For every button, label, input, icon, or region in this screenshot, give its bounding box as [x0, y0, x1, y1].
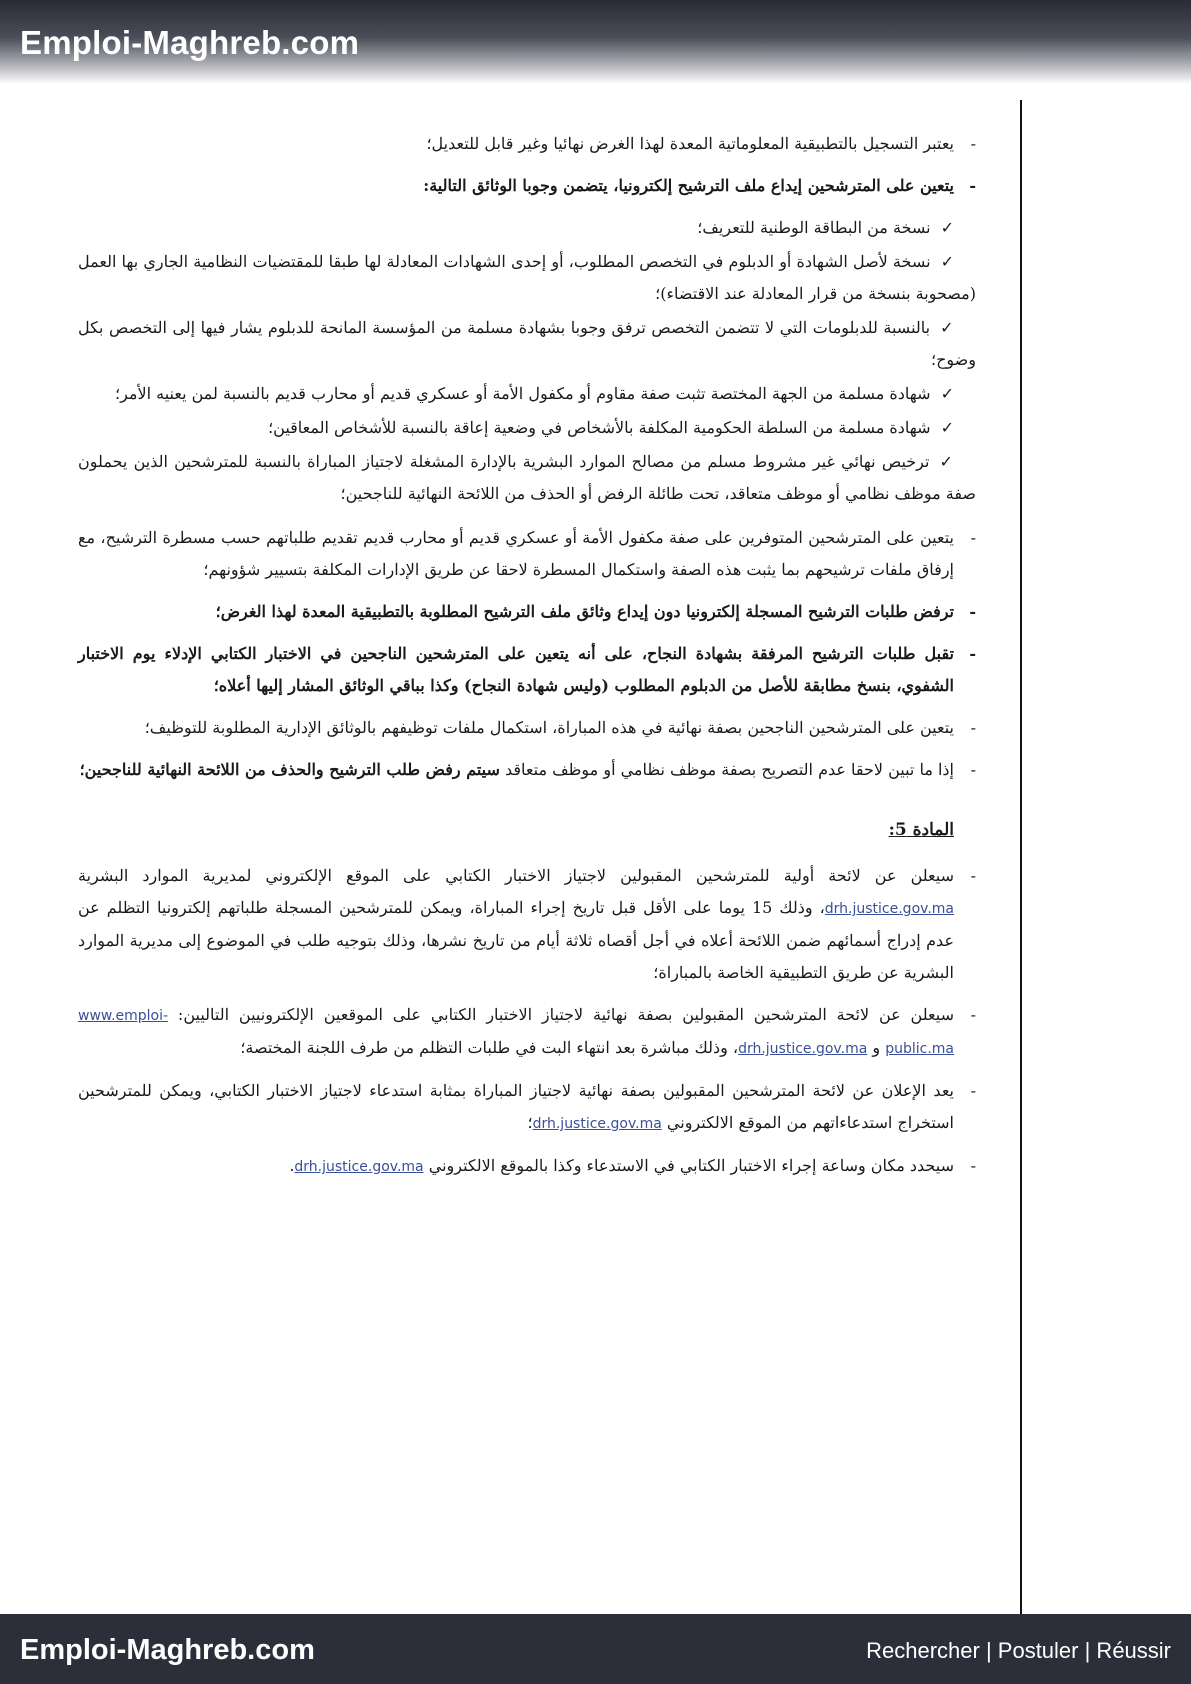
link-drh[interactable]: drh.justice.gov.ma [738, 1041, 868, 1057]
paragraph: - إذا ما تبين لاحقا عدم التصريح بصفة موظف نظامي أو موظف متعاقد سيتم رفض طلب الترشيح والحذف من اللائحة النهائية للناجحين؛ [79, 760, 976, 779]
list-item: ✓ترخيص نهائي غير مشروط مسلم من مصالح الموارد البشرية بالإدارة المشغلة لاجتياز المباراة بالنسبة للمترشحين الذين يحملون صفة موظف نظامي أو موظف متعاقد، تحت طائلة الرفض أو الحذف من اللائحة النهائية للناجحين؛ [78, 452, 976, 503]
site-brand-top: Emploi-Maghreb.com [20, 24, 360, 61]
checkmark-icon: ✓ [939, 452, 955, 471]
margin-rule [1020, 100, 1022, 1615]
checkmark-icon: ✓ [940, 418, 954, 437]
paragraph: - يعد الإعلان عن لائحة المترشحين المقبولين بصفة نهائية لاجتياز المباراة بمثابة استدعاء لاجتياز الاختبار الكتابي، ويمكن للمترشحين استخراج استدعاءاتهم من الموقع الالكتروني drh.justice.gov.ma؛ [78, 1081, 976, 1132]
site-brand-bottom: Emploi-Maghreb.com [20, 1634, 315, 1666]
list-item: ✓نسخة من البطاقة الوطنية للتعريف؛ [697, 218, 954, 237]
paragraph: - سيعلن عن لائحة أولية للمترشحين المقبولين لاجتياز الاختبار الكتابي على الموقع الإلكتروني لمديرية الموارد البشرية drh.justice.gov.ma، وذلك 15 يوما على الأقل قبل تاريخ إجراء المباراة، ويمكن للمترشحين المسجلة طلباتهم إلكترونيا التظلم عن عدم إدراج أسمائهم ضمن اللائحة أعلاه في أجل أقصاه ثلاثة أيام من تاريخ نشرها، وذلك بتوجيه طلب في الموضوع إلى مديرية الموارد البشرية عن طريق التطبيقية الخاصة بالمباراة؛ [78, 866, 976, 982]
link-emploi-public[interactable]: www.emploi-public.ma [78, 1008, 954, 1057]
list-item: ✓نسخة لأصل الشهادة أو الدبلوم في التخصص المطلوب، أو إحدى الشهادات المعادلة لها طبقا للمقتضيات النظامية الجاري بها العمل (مصحوبة بنسخة من قرار المعادلة عند الاقتضاء)؛ [78, 252, 976, 303]
paragraph: - يتعين على المترشحين الناجحين بصفة نهائية في هذه المباراة، استكمال ملفات توظيفهم بالوثائق الإدارية المطلوبة للتوظيف؛ [144, 718, 976, 737]
list-item: ✓بالنسبة للدبلومات التي لا تتضمن التخصص ترفق وجوبا بشهادة مسلمة من المؤسسة المانحة للدبلوم يشار فيها إلى التخصص بكل وضوح؛ [78, 318, 976, 369]
link-drh[interactable]: drh.justice.gov.ma [824, 901, 954, 917]
paragraph: - ترفض طلبات الترشيح المسجلة إلكترونيا دون إيداع وثائق ملف الترشيح المطلوبة بالتطبيقية المعدة لهذا الغرض؛ [215, 602, 976, 621]
checkmark-icon: ✓ [940, 318, 955, 337]
top-banner [0, 0, 1191, 84]
paragraph: - سيحدد مكان وساعة إجراء الاختبار الكتابي في الاستدعاء وكذا بالموقع الالكتروني drh.justice.gov.ma. [289, 1156, 976, 1175]
footer-nav: Rechercher | Postuler | Réussir [866, 1638, 1171, 1663]
paragraph-required-documents: - يتعين على المترشحين إيداع ملف الترشيح إلكترونيا، يتضمن وجوبا الوثائق التالية: [423, 176, 976, 195]
checkmark-icon: ✓ [940, 252, 955, 271]
paragraph: - سيعلن عن لائحة المترشحين المقبولين بصفة نهائية لاجتياز الاختبار الكتابي على الموقعين الإلكترونيين التاليين: www.emploi-public.ma و drh.justice.gov.ma، وذلك مباشرة بعد انتهاء البت في طلبات التظلم من طرف اللجنة المختصة؛ [78, 1005, 976, 1057]
checkmark-icon: ✓ [940, 384, 954, 403]
paragraph: - يتعين على المترشحين المتوفرين على صفة مكفول الأمة أو عسكري قديم أو محارب قديم تقديم طلباتهم حسب مسطرة الترشيح، مع إرفاق ملفات ترشيحهم بما يثبت هذه الصفة واستكمال المسطرة لاحقا عن طريق الإدارات المكلفة بتسيير شؤونهم؛ [78, 528, 976, 579]
list-item: ✓شهادة مسلمة من الجهة المختصة تثبت صفة مقاوم أو مكفول الأمة أو عسكري قديم أو محارب قديم بالنسبة لمن يعنيه الأمر؛ [114, 384, 954, 403]
checkmark-icon: ✓ [940, 218, 954, 237]
bottom-banner [0, 1614, 1191, 1684]
list-item: ✓شهادة مسلمة من السلطة الحكومية المكلفة بالأشخاص في وضعية إعاقة بالنسبة للأشخاص المعاقين؛ [268, 418, 954, 437]
paragraph: - تقبل طلبات الترشيح المرفقة بشهادة النجاح، على أنه يتعين على المترشحين الناجحين في الاختبار الكتابي الإدلاء يوم الاختبار الشفوي، بنسخ مطابقة للأصل من الدبلوم المطلوب (وليس شهادة النجاح) وكذا بباقي الوثائق المشار إليها أعلاه؛ [78, 644, 976, 695]
link-drh[interactable]: drh.justice.gov.ma [532, 1116, 662, 1132]
document-body [78, 128, 976, 1193]
link-drh[interactable]: drh.justice.gov.ma [294, 1159, 424, 1175]
article-heading: المادة 5: [888, 820, 954, 840]
paragraph: - يعتبر التسجيل بالتطبيقية المعلوماتية المعدة لهذا الغرض نهائيا وغير قابل للتعديل؛ [426, 134, 976, 153]
